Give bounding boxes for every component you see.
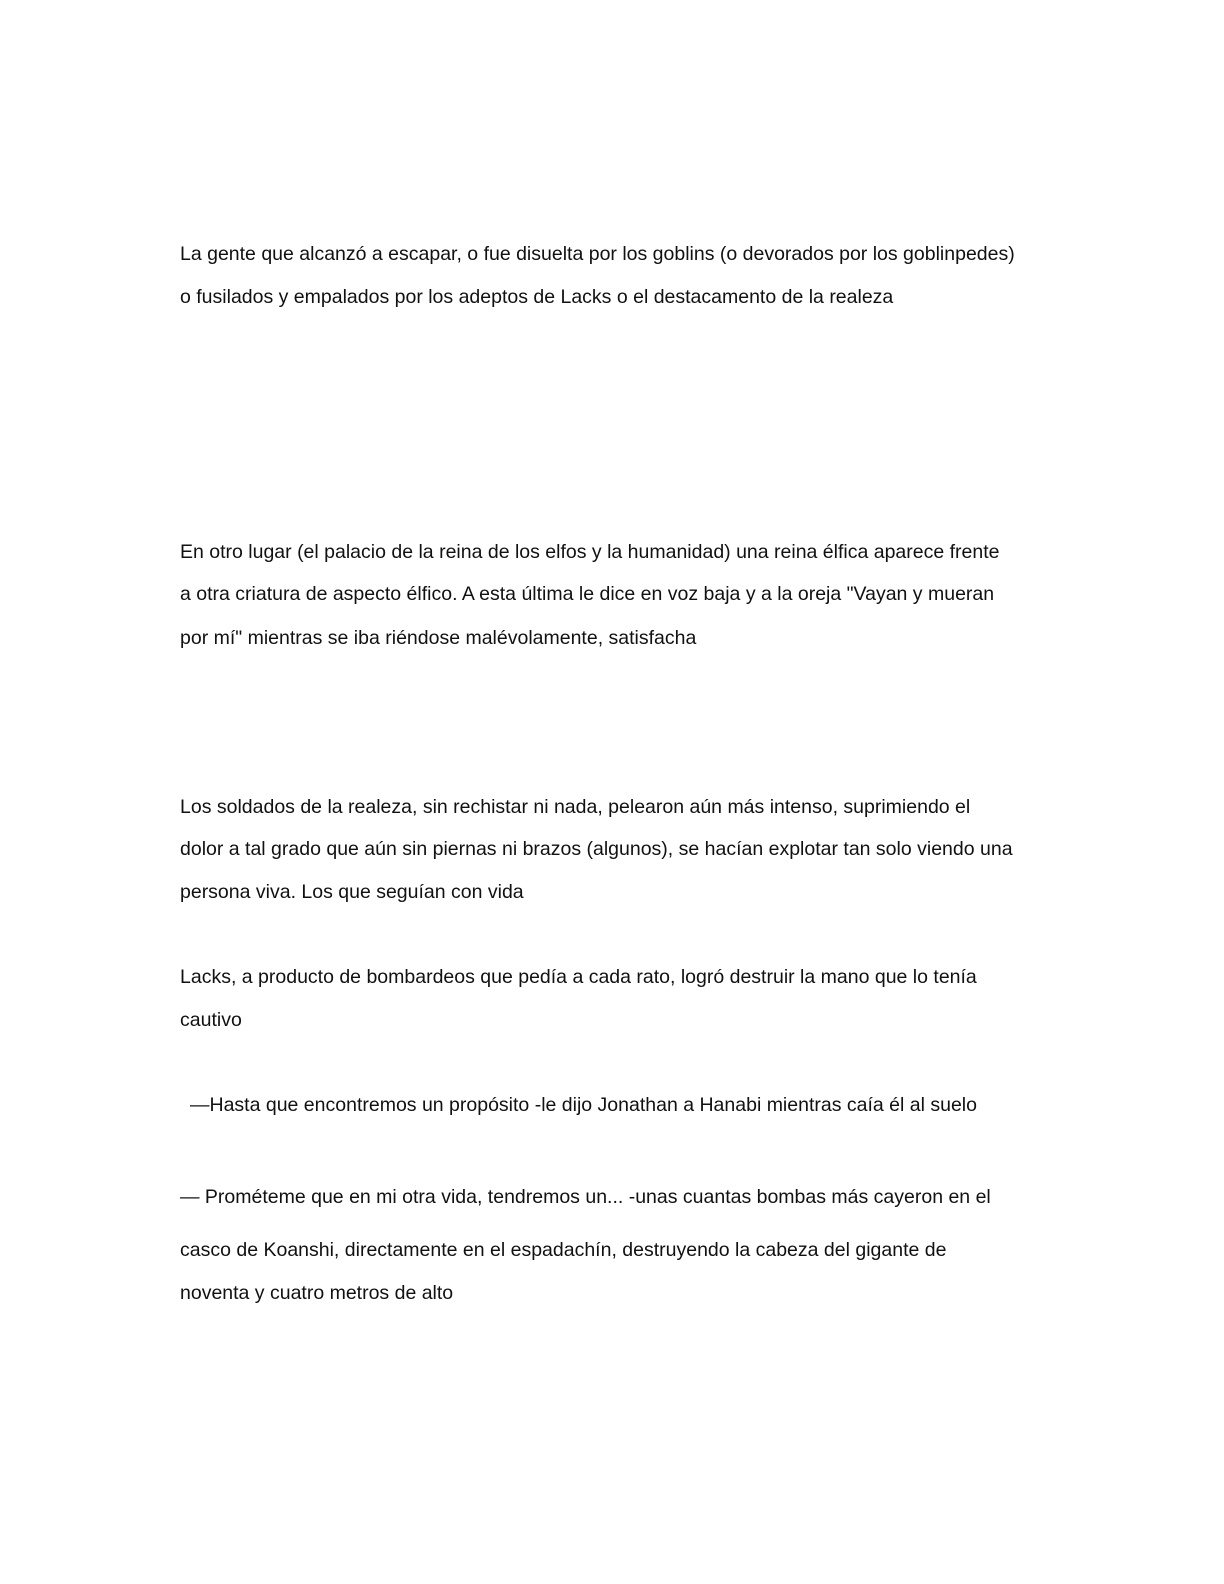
paragraph-line: Los soldados de la realeza, sin rechistar ni nada, pelearon aún más intenso, suprimiendo el xyxy=(180,796,971,818)
paragraph-line: o fusilados y empalados por los adeptos de Lacks o el destacamento de la realeza xyxy=(180,286,894,308)
paragraph-line: por mí" mientras se iba riéndose malévolamente, satisfacha xyxy=(180,627,697,649)
paragraph-line: a otra criatura de aspecto élfico. A esta última le dice en voz baja y a la oreja "Vayan y mueran xyxy=(180,583,995,605)
paragraph-line: cautivo xyxy=(180,1009,242,1031)
paragraph-line: Lacks, a producto de bombardeos que pedía a cada rato, logró destruir la mano que lo tenía xyxy=(180,966,977,988)
paragraph-line: En otro lugar (el palacio de la reina de los elfos y la humanidad) una reina élfica aparece frente xyxy=(180,541,1000,563)
dialogue-line: —Hasta que encontremos un propósito -le dijo Jonathan a Hanabi mientras caía él al suelo xyxy=(190,1094,977,1116)
dialogue-line: — Prométeme que en mi otra vida, tendremos un... -unas cuantas bombas más cayeron en el xyxy=(180,1186,991,1208)
paragraph-line: La gente que alcanzó a escapar, o fue disuelta por los goblins (o devorados por los goblinpedes) xyxy=(180,243,1015,265)
paragraph-line: persona viva. Los que seguían con vida xyxy=(180,881,524,903)
paragraph-line: casco de Koanshi, directamente en el espadachín, destruyendo la cabeza del gigante de xyxy=(180,1239,947,1261)
paragraph-line: noventa y cuatro metros de alto xyxy=(180,1282,454,1304)
paragraph-line: dolor a tal grado que aún sin piernas ni brazos (algunos), se hacían explotar tan solo viendo una xyxy=(180,838,1013,860)
